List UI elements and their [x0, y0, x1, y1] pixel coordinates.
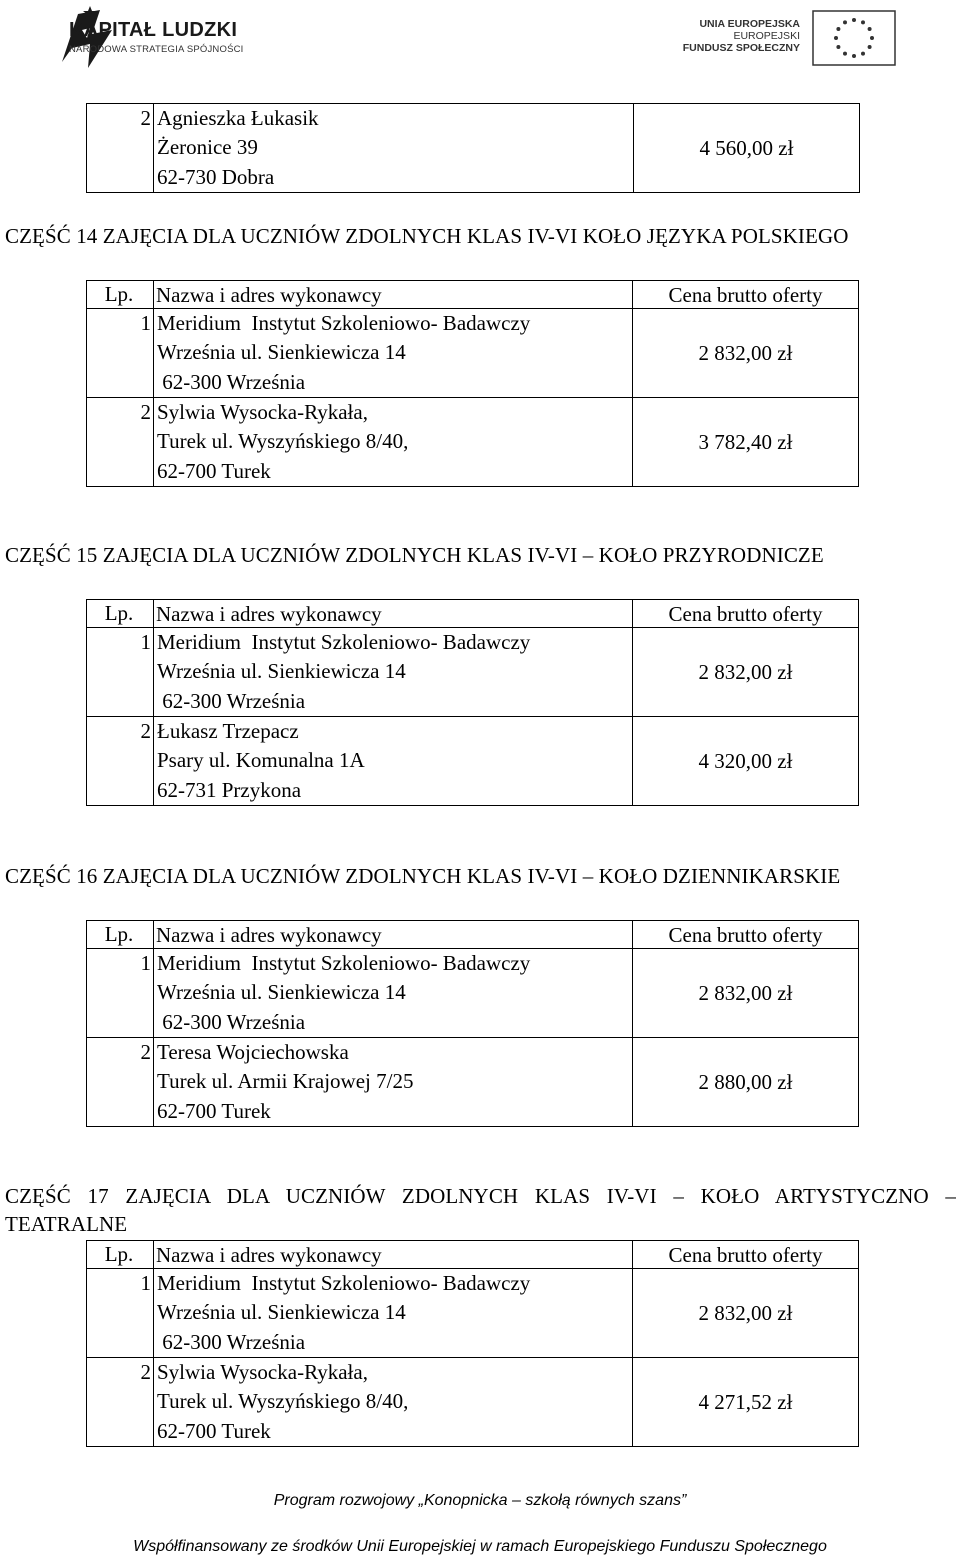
contractor-line: Teresa Wojciechowska — [157, 1040, 349, 1065]
contractor-table — [86, 920, 859, 1127]
contractor-line: Agnieszka Łukasik — [157, 106, 319, 131]
contractor-line: Psary ul. Komunalna 1A — [157, 748, 365, 773]
table-row — [87, 104, 860, 193]
contractor-line: 62-700 Turek — [157, 458, 271, 483]
contractor-table — [86, 599, 859, 806]
eu-logo — [682, 10, 896, 66]
table-header-row — [87, 600, 859, 628]
kapital-ludzki-subtitle: NARODOWA STRATEGIA SPÓJNOŚCI — [69, 44, 244, 55]
row-number: 1 — [140, 1271, 151, 1295]
contractor-table — [86, 280, 859, 487]
row-number-cell — [87, 1269, 154, 1358]
contractor-line: Meridium Instytut Szkoleniowo- Badawczy — [157, 311, 531, 336]
eu-flag-icon — [812, 10, 896, 66]
contractor-cell — [154, 628, 633, 717]
top-contractor-table — [86, 103, 860, 193]
contractor-cell — [154, 309, 633, 398]
eu-logo-line2: EUROPEJSKI — [733, 30, 800, 42]
contractor-cell — [154, 1269, 633, 1358]
eu-logo-line1: UNIA EUROPEJSKA — [699, 18, 800, 30]
contractor-line: Meridium Instytut Szkoleniowo- Badawczy — [157, 630, 531, 655]
row-number-cell — [87, 1358, 154, 1447]
contractor-line: 62-731 Przykona — [157, 777, 302, 802]
contractor-line: Turek ul. Wyszyńskiego 8/40, — [157, 429, 409, 454]
contractor-cell — [154, 949, 633, 1038]
price-cell: 2 880,00 zł — [633, 1038, 859, 1127]
row-number: 2 — [140, 719, 151, 743]
row-number: 2 — [140, 1040, 151, 1064]
table-row — [87, 628, 859, 717]
contractor-cell — [154, 104, 634, 193]
header-lp: Lp. — [87, 1241, 154, 1269]
contractor-line: Września ul. Sienkiewicza 14 — [157, 340, 406, 365]
header-price: Cena brutto oferty — [633, 1241, 859, 1269]
price-cell: 2 832,00 zł — [633, 628, 859, 717]
table-row — [87, 949, 859, 1038]
table-row — [87, 1038, 859, 1127]
contractor-cell — [154, 1038, 633, 1127]
header-price: Cena brutto oferty — [633, 600, 859, 628]
table-row — [87, 1269, 859, 1358]
footer-program: Program rozwojowy „Konopnicka – szkołą równych szans” — [273, 1492, 687, 1509]
table-header-row — [87, 1241, 859, 1269]
table-row — [87, 398, 859, 487]
contractor-line: 62-300 Września — [157, 1329, 306, 1354]
page-header — [0, 0, 960, 80]
contractor-line: Turek ul. Wyszyńskiego 8/40, — [157, 1389, 409, 1414]
table-row — [87, 309, 859, 398]
contractor-line: 62-300 Września — [157, 688, 306, 713]
row-number-cell — [87, 309, 154, 398]
part-title: CZĘŚĆ 14 ZAJĘCIA DLA UCZNIÓW ZDOLNYCH KLAS IV-VI KOŁO JĘZYKA POLSKIEGO — [5, 224, 849, 248]
price-cell: 2 832,00 zł — [633, 1269, 859, 1358]
kapital-ludzki-title: KAPITAŁ LUDZKI — [69, 19, 238, 41]
header-name: Nazwa i adres wykonawcy — [154, 1241, 633, 1269]
row-number-cell — [87, 1038, 154, 1127]
header-lp: Lp. — [87, 921, 154, 949]
price-cell: 2 832,00 zł — [633, 949, 859, 1038]
price-cell: 4 320,00 zł — [633, 717, 859, 806]
contractor-line: Sylwia Wysocka-Rykała, — [157, 1360, 368, 1385]
eu-logo-text — [683, 18, 800, 54]
contractor-line: Łukasz Trzepacz — [157, 719, 299, 744]
row-number: 1 — [140, 951, 151, 975]
row-number: 1 — [140, 630, 151, 654]
contractor-line: 62-300 Września — [157, 1009, 306, 1034]
header-name: Nazwa i adres wykonawcy — [154, 600, 633, 628]
contractor-cell — [154, 398, 633, 487]
part-title: CZĘŚĆ 15 ZAJĘCIA DLA UCZNIÓW ZDOLNYCH KLAS IV-VI – KOŁO PRZYRODNICZE — [5, 543, 824, 567]
row-number: 2 — [140, 1360, 151, 1384]
price-cell: 4 560,00 zł — [634, 104, 860, 193]
header-name: Nazwa i adres wykonawcy — [154, 921, 633, 949]
row-number: 2 — [140, 400, 151, 424]
contractor-line: Meridium Instytut Szkoleniowo- Badawczy — [157, 1271, 531, 1296]
part-title: CZĘŚĆ 17 ZAJĘCIA DLA UCZNIÓW ZDOLNYCH KLAS IV-VI – KOŁO ARTYSTYCZNO – TEATRALNE — [5, 1184, 956, 1236]
header-lp: Lp. — [87, 600, 154, 628]
row-number-cell — [87, 104, 154, 193]
contractor-line: Września ul. Sienkiewicza 14 — [157, 659, 406, 684]
row-number: 1 — [140, 311, 151, 335]
contractor-cell — [154, 1358, 633, 1447]
contractor-line: Września ul. Sienkiewicza 14 — [157, 1300, 406, 1325]
eu-logo-line3: FUNDUSZ SPOŁECZNY — [682, 42, 800, 54]
price-cell: 3 782,40 zł — [633, 398, 859, 487]
contractor-line: 62-700 Turek — [157, 1098, 271, 1123]
table-row — [87, 1358, 859, 1447]
price-cell: 4 271,52 zł — [633, 1358, 859, 1447]
contractor-line: 62-700 Turek — [157, 1418, 271, 1443]
contractor-table — [86, 1240, 859, 1447]
table-header-row — [87, 281, 859, 309]
row-number-cell — [87, 717, 154, 806]
row-number-cell — [87, 398, 154, 487]
header-price: Cena brutto oferty — [633, 921, 859, 949]
contractor-line: Żeronice 39 — [157, 135, 258, 160]
row-number: 2 — [140, 106, 151, 130]
contractor-line: Września ul. Sienkiewicza 14 — [157, 980, 406, 1005]
contractor-line: 62-730 Dobra — [157, 164, 275, 189]
price-cell: 2 832,00 zł — [633, 309, 859, 398]
table-row — [87, 717, 859, 806]
footer-cofinancing: Współfinansowany ze środków Unii Europejskiej w ramach Europejskiego Funduszu Społecznego — [133, 1538, 827, 1555]
part-title: CZĘŚĆ 16 ZAJĘCIA DLA UCZNIÓW ZDOLNYCH KLAS IV-VI – KOŁO DZIENNIKARSKIE — [5, 864, 841, 888]
header-price: Cena brutto oferty — [633, 281, 859, 309]
contractor-line: Sylwia Wysocka-Rykała, — [157, 400, 368, 425]
contractor-line: 62-300 Września — [157, 369, 306, 394]
header-name: Nazwa i adres wykonawcy — [154, 281, 633, 309]
contractor-line: Turek ul. Armii Krajowej 7/25 — [157, 1069, 414, 1094]
contractor-line: Meridium Instytut Szkoleniowo- Badawczy — [157, 951, 531, 976]
table-header-row — [87, 921, 859, 949]
row-number-cell — [87, 949, 154, 1038]
row-number-cell — [87, 628, 154, 717]
contractor-cell — [154, 717, 633, 806]
header-lp: Lp. — [87, 281, 154, 309]
